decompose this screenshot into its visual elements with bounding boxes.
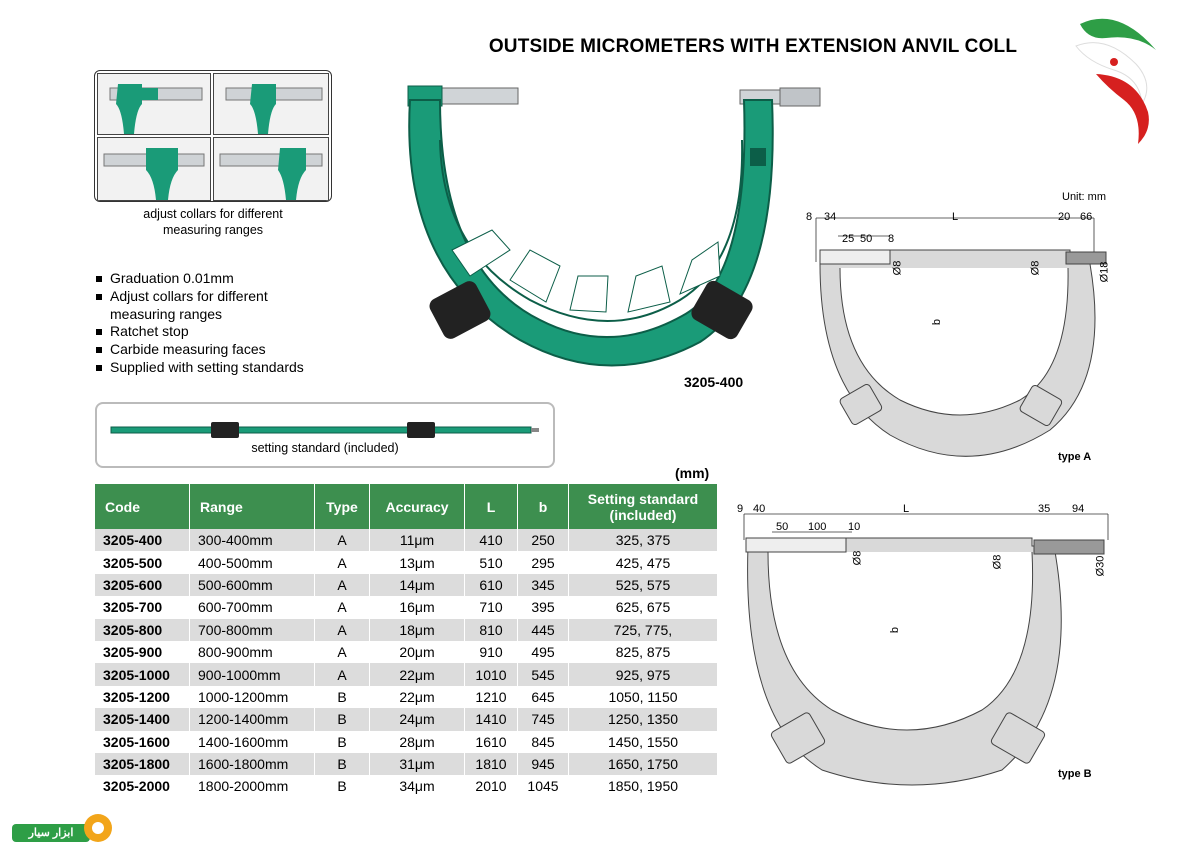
header-l: L: [465, 484, 518, 529]
cell-b: 445: [518, 619, 569, 641]
cell-code: 3205-1600: [95, 731, 190, 753]
table-row: [95, 775, 718, 797]
cell-range: 900-1000mm: [190, 663, 315, 685]
cell-type: B: [315, 775, 370, 797]
cell-setting-standard: 1450, 1550: [569, 731, 718, 753]
cell-l: 510: [465, 551, 518, 573]
dim-label: 8: [806, 211, 813, 223]
table-row: [95, 529, 718, 551]
diagram-type-b: [732, 500, 1132, 790]
cell-setting-standard: 725, 775,: [569, 619, 718, 641]
diagram-type-a: [800, 190, 1130, 470]
dim-label: L: [952, 211, 959, 223]
cell-range: 700-800mm: [190, 619, 315, 641]
dim-label: b: [931, 318, 944, 326]
feature-item: Adjust collars for different measuring ranges: [94, 288, 310, 324]
cell-type: B: [315, 731, 370, 753]
cell-l: 410: [465, 529, 518, 551]
cell-accuracy: 24μm: [370, 708, 465, 730]
feature-item: Graduation 0.01mm: [94, 270, 310, 288]
collar-photo-3: [97, 137, 211, 201]
table-row: [95, 596, 718, 618]
cell-type: A: [315, 551, 370, 573]
cell-setting-standard: 325, 375: [569, 529, 718, 551]
cell-l: 2010: [465, 775, 518, 797]
cell-setting-standard: 525, 575: [569, 574, 718, 596]
cell-b: 645: [518, 686, 569, 708]
cell-accuracy: 20μm: [370, 641, 465, 663]
cell-type: A: [315, 663, 370, 685]
dim-label: L: [903, 503, 910, 515]
dim-label: 40: [753, 503, 766, 515]
cell-type: B: [315, 753, 370, 775]
cell-accuracy: 14μm: [370, 574, 465, 596]
feature-item: Supplied with setting standards: [94, 359, 310, 377]
dim-label: 9: [737, 503, 744, 515]
table-row: [95, 708, 718, 730]
collar-photo-4: [213, 137, 329, 201]
cell-setting-standard: 625, 675: [569, 596, 718, 618]
spec-table: [95, 484, 718, 798]
cell-b: 1045: [518, 775, 569, 797]
cell-setting-standard: 825, 875: [569, 641, 718, 663]
dim-label: Ø30: [1094, 555, 1107, 577]
cell-b: 295: [518, 551, 569, 573]
flag-logo-icon: [1066, 4, 1162, 146]
cell-range: 500-600mm: [190, 574, 315, 596]
micrometer-illustration: [400, 80, 840, 380]
cell-type: B: [315, 708, 370, 730]
setting-standard-caption: setting standard (included): [251, 441, 399, 455]
dim-label: Ø8: [891, 260, 904, 276]
dim-label: 35: [1038, 503, 1051, 515]
cell-b: 495: [518, 641, 569, 663]
bullet-icon: [96, 294, 102, 300]
cell-setting-standard: 1650, 1750: [569, 753, 718, 775]
cell-accuracy: 13μm: [370, 551, 465, 573]
cell-range: 1800-2000mm: [190, 775, 315, 797]
cell-b: 745: [518, 708, 569, 730]
setting-standard-rod-icon: [107, 420, 543, 442]
setting-standard-panel: [95, 402, 555, 468]
dim-label: 50: [860, 233, 873, 245]
cell-accuracy: 11μm: [370, 529, 465, 551]
table-row: [95, 663, 718, 685]
cell-type: A: [315, 619, 370, 641]
collar-photo-1: [97, 73, 211, 135]
dim-label: 8: [888, 233, 895, 245]
cell-range: 400-500mm: [190, 551, 315, 573]
bullet-icon: [96, 329, 102, 335]
cell-l: 1010: [465, 663, 518, 685]
cell-type: B: [315, 686, 370, 708]
header-b: b: [518, 484, 569, 529]
cell-accuracy: 16μm: [370, 596, 465, 618]
cell-range: 1000-1200mm: [190, 686, 315, 708]
cell-code: 3205-400: [95, 529, 190, 551]
dim-label: 66: [1080, 211, 1093, 223]
model-label: 3205-400: [684, 374, 744, 390]
dim-label: Ø8: [851, 550, 864, 566]
cell-accuracy: 34μm: [370, 775, 465, 797]
type-b-label: type B: [1058, 768, 1092, 780]
header-range: Range: [190, 484, 315, 529]
cell-code: 3205-1400: [95, 708, 190, 730]
feature-item: Carbide measuring faces: [94, 341, 310, 359]
cell-accuracy: 18μm: [370, 619, 465, 641]
caption-line-1: adjust collars for different: [143, 207, 283, 221]
brand-logo-text: ابزار سیار: [28, 827, 74, 839]
cell-l: 610: [465, 574, 518, 596]
header-type: Type: [315, 484, 370, 529]
table-row: [95, 753, 718, 775]
cell-l: 1410: [465, 708, 518, 730]
cell-type: A: [315, 641, 370, 663]
cell-setting-standard: 925, 975: [569, 663, 718, 685]
cell-code: 3205-700: [95, 596, 190, 618]
cell-b: 845: [518, 731, 569, 753]
brand-logo: [10, 812, 114, 846]
cell-b: 345: [518, 574, 569, 596]
bullet-icon: [96, 347, 102, 353]
type-a-label: type A: [1058, 451, 1092, 463]
cell-l: 1610: [465, 731, 518, 753]
cell-l: 910: [465, 641, 518, 663]
cell-l: 1210: [465, 686, 518, 708]
cell-type: A: [315, 529, 370, 551]
table-header-row: [95, 484, 718, 529]
cell-l: 810: [465, 619, 518, 641]
table-row: [95, 551, 718, 573]
cell-range: 800-900mm: [190, 641, 315, 663]
table-row: [95, 619, 718, 641]
collar-photos-panel: [94, 70, 332, 202]
cell-b: 395: [518, 596, 569, 618]
dim-label: 10: [848, 521, 861, 533]
unit-note: (mm): [675, 465, 710, 481]
cell-l: 1810: [465, 753, 518, 775]
bullet-icon: [96, 365, 102, 371]
cell-type: A: [315, 574, 370, 596]
cell-range: 1200-1400mm: [190, 708, 315, 730]
feature-item: Ratchet stop: [94, 323, 310, 341]
cell-code: 3205-2000: [95, 775, 190, 797]
cell-setting-standard: 1850, 1950: [569, 775, 718, 797]
cell-code: 3205-1800: [95, 753, 190, 775]
page-title: OUTSIDE MICROMETERS WITH EXTENSION ANVIL COLL: [488, 36, 1018, 57]
table-row: [95, 686, 718, 708]
cell-setting-standard: 1050, 1150: [569, 686, 718, 708]
dim-label: Ø8: [991, 554, 1004, 570]
cell-range: 1400-1600mm: [190, 731, 315, 753]
cell-type: A: [315, 596, 370, 618]
dim-label: Ø18: [1098, 261, 1111, 283]
dim-label: Ø8: [1029, 260, 1042, 276]
caption-line-2: measuring ranges: [162, 223, 264, 237]
cell-setting-standard: 425, 475: [569, 551, 718, 573]
cell-range: 1600-1800mm: [190, 753, 315, 775]
cell-b: 945: [518, 753, 569, 775]
dim-label: 34: [824, 211, 837, 223]
dim-label: 25: [842, 233, 855, 245]
dim-label: 94: [1072, 503, 1085, 515]
feature-list: [94, 270, 310, 377]
table-row: [95, 731, 718, 753]
cell-b: 250: [518, 529, 569, 551]
collar-caption: [94, 206, 332, 238]
unit-label: Unit: mm: [1062, 191, 1106, 203]
dim-label: 100: [808, 521, 827, 533]
cell-code: 3205-800: [95, 619, 190, 641]
cell-b: 545: [518, 663, 569, 685]
cell-accuracy: 22μm: [370, 686, 465, 708]
cell-accuracy: 22μm: [370, 663, 465, 685]
cell-code: 3205-1000: [95, 663, 190, 685]
cell-accuracy: 28μm: [370, 731, 465, 753]
dim-label: b: [889, 626, 902, 634]
cell-setting-standard: 1250, 1350: [569, 708, 718, 730]
dim-label: 50: [776, 521, 789, 533]
cell-code: 3205-900: [95, 641, 190, 663]
cell-l: 710: [465, 596, 518, 618]
dim-label: 20: [1058, 211, 1071, 223]
cell-range: 300-400mm: [190, 529, 315, 551]
header-accuracy: Accuracy: [370, 484, 465, 529]
header-code: Code: [95, 484, 190, 529]
table-row: [95, 641, 718, 663]
cell-code: 3205-1200: [95, 686, 190, 708]
cell-code: 3205-500: [95, 551, 190, 573]
table-row: [95, 574, 718, 596]
collar-photo-2: [213, 73, 329, 135]
cell-range: 600-700mm: [190, 596, 315, 618]
cell-code: 3205-600: [95, 574, 190, 596]
cell-accuracy: 31μm: [370, 753, 465, 775]
header-setting-standard: Setting standard (included): [569, 484, 718, 529]
bullet-icon: [96, 276, 102, 282]
